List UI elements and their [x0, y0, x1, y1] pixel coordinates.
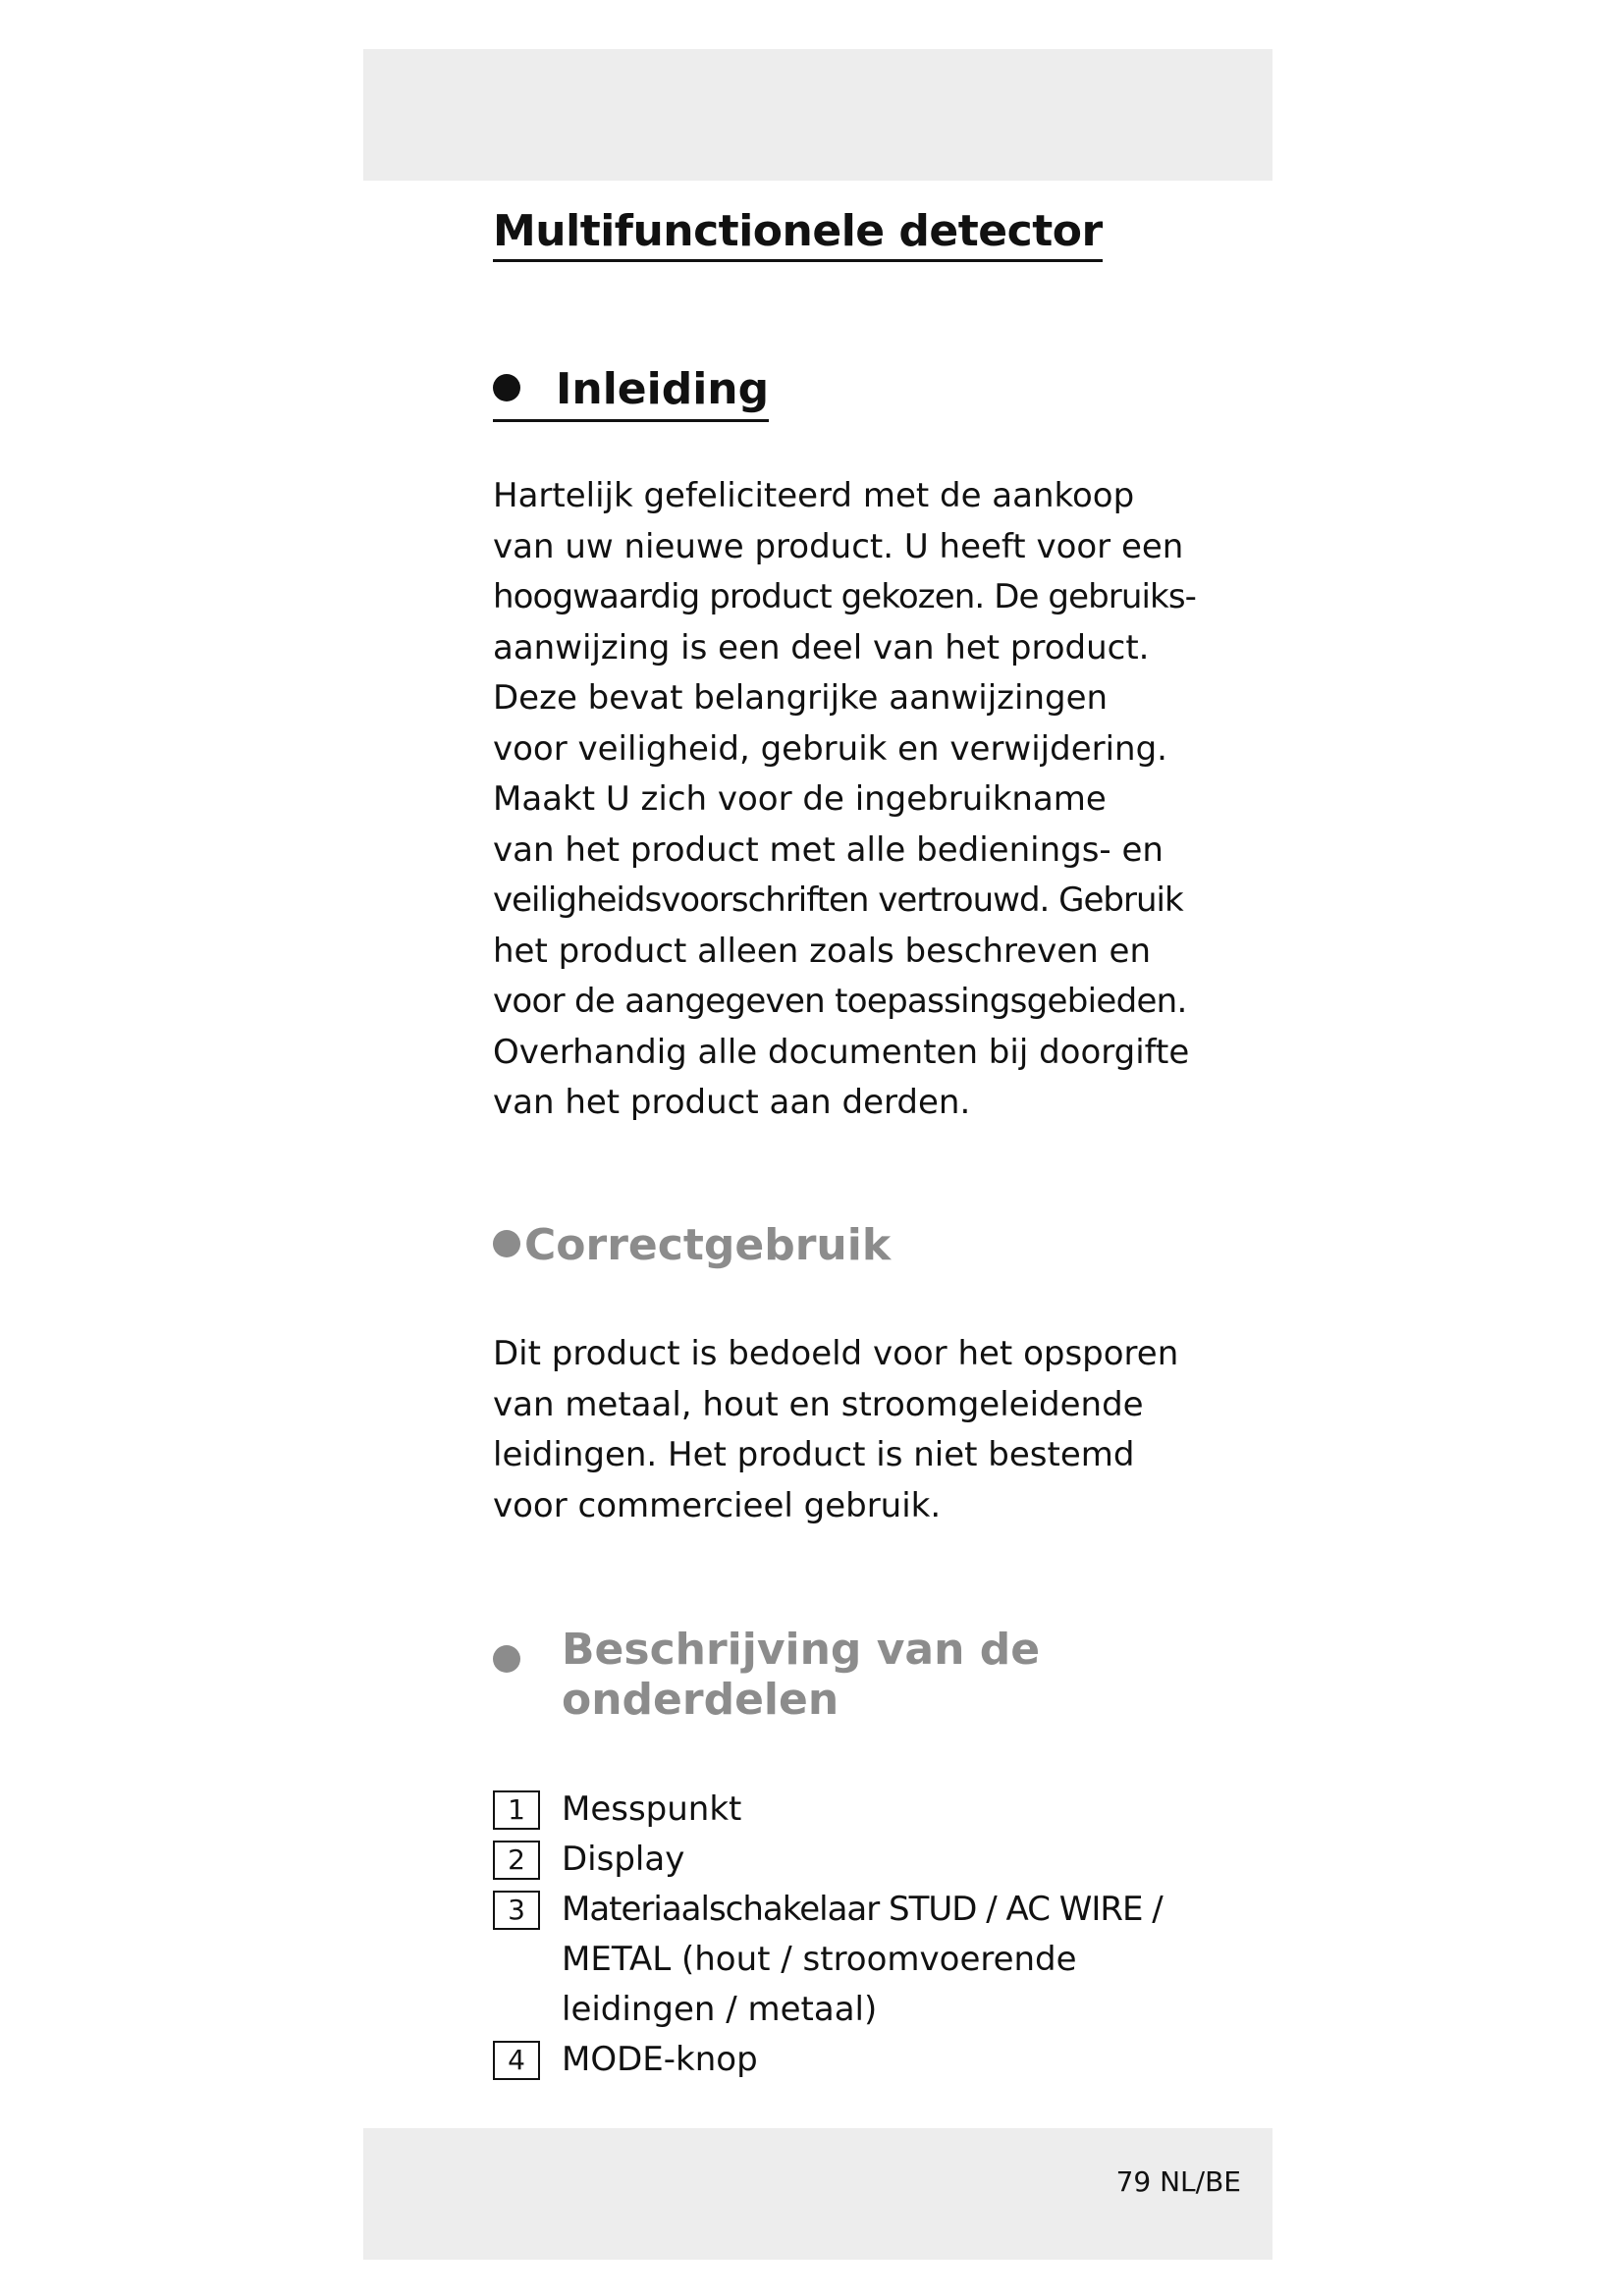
parts-list [493, 1785, 1163, 2085]
paragraph-line: van metaal, hout en stroomgeleidende [493, 1384, 1144, 1424]
paragraph-line: voor commercieel gebruik. [493, 1485, 942, 1525]
part-label: METAL (hout / stroomvoerende [562, 1940, 1077, 1979]
list-item [493, 1785, 1163, 1835]
part-number-box: 1 [493, 1790, 540, 1830]
paragraph-line: hoogwaardig product gekozen. De gebruiks- [493, 577, 1197, 616]
paragraph-line: veiligheidsvoorschriften vertrouwd. Gebruik [493, 881, 1183, 920]
section-heading-parts [493, 1626, 1040, 1725]
paragraph-line: aanwijzing is een deel van het product. [493, 627, 1150, 667]
section-heading-introduction [493, 365, 769, 422]
part-label: MODE-knop [562, 2040, 758, 2079]
part-number-box: 2 [493, 1841, 540, 1880]
paragraph-line: Maakt U zich voor de ingebruikname [493, 779, 1107, 819]
list-item [493, 2035, 1163, 2085]
page-number: 79 NL/BE [1115, 2165, 1241, 2198]
list-item [493, 1885, 1163, 2035]
paragraph-line: het product alleen zoals beschreven en [493, 931, 1152, 971]
part-number-box: 3 [493, 1891, 540, 1930]
paragraph-line: van het product met alle bedienings- en [493, 829, 1164, 870]
correct-use-paragraph [493, 1329, 1178, 1531]
paragraph-line: Overhandig alle documenten bij doorgifte [493, 1032, 1190, 1072]
part-label: leidingen / metaal) [562, 1990, 878, 2029]
paragraph-line: Dit product is bedoeld voor het opsporen [493, 1334, 1179, 1373]
introduction-paragraph [493, 471, 1196, 1129]
part-label: Display [562, 1840, 685, 1879]
bullet-dot-icon [493, 374, 520, 401]
paragraph-line: voor veiligheid, gebruik en verwijdering. [493, 728, 1167, 769]
paragraph-line: van het product aan derden. [493, 1083, 971, 1122]
part-number-box: 4 [493, 2041, 540, 2080]
part-label: Messpunkt [562, 1789, 742, 1829]
section-heading-text: Beschrijving van de [562, 1625, 1041, 1675]
paragraph-line: Deze bevat belangrijke aanwijzingen [493, 678, 1109, 718]
list-item [493, 1835, 1163, 1885]
paragraph-line: Hartelijk gefeliciteerd met de aankoop [493, 476, 1135, 515]
paragraph-line: leidingen. Het product is niet bestemd [493, 1435, 1135, 1474]
section-heading-text: Correctgebruik [524, 1220, 892, 1270]
paragraph-line: van uw nieuwe product. U heeft voor een [493, 526, 1184, 566]
bullet-dot-icon [493, 1645, 520, 1673]
section-heading-text: Inleiding [556, 364, 770, 414]
header-band [363, 49, 1272, 181]
bullet-dot-icon [493, 1230, 520, 1257]
section-heading-correct-use [493, 1221, 891, 1271]
paragraph-line: voor de aangegeven toepassingsgebieden. [493, 982, 1187, 1021]
document-title: Multifunctionele detector [493, 208, 1103, 262]
section-heading-text: onderdelen [562, 1674, 839, 1725]
part-label: Materiaalschakelaar STUD / AC WIRE / [562, 1890, 1163, 1929]
